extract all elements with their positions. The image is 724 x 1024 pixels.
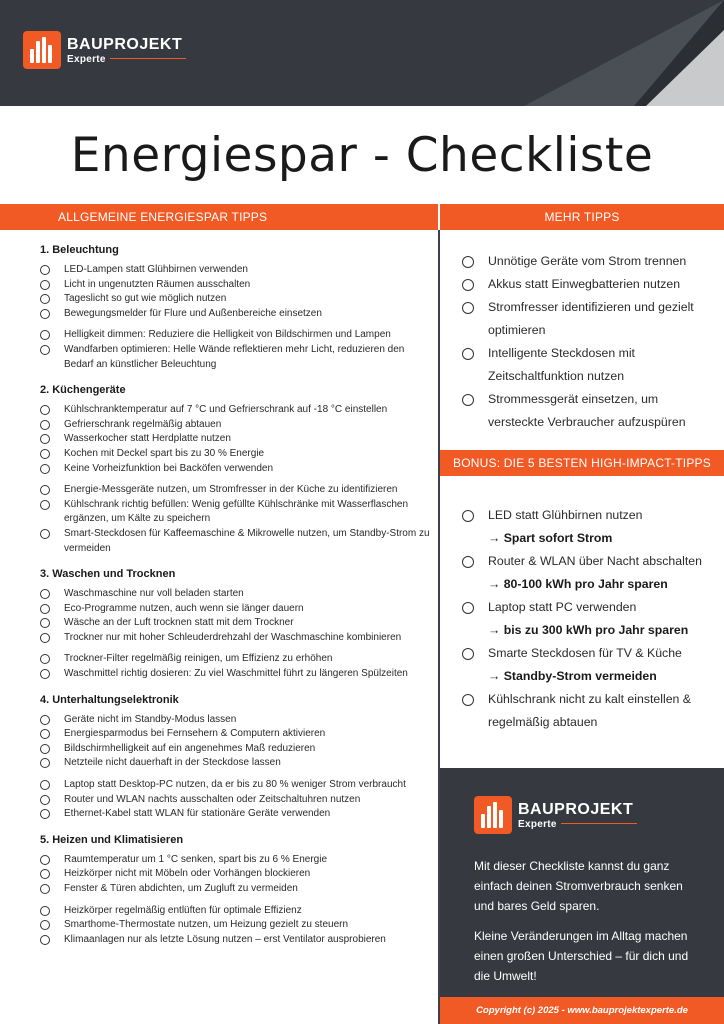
checklist-item[interactable] [40, 343, 432, 372]
more-tip-label: Intelligente Steckdosen mit Zeitschaltfunktion nutzen [488, 346, 635, 383]
checklist-item-label: Tageslicht so gut wie möglich nutzen [64, 293, 227, 305]
checklist-item[interactable] [40, 631, 432, 646]
checklist-item[interactable] [40, 652, 432, 667]
checklist-item-label: Router und WLAN nachts ausschalten oder Zeitschaltuhren nutzen [64, 793, 361, 805]
group-spacer [40, 771, 432, 778]
general-tips-column [40, 244, 432, 959]
bonus-tip-label: Kühlschrank nicht zu kalt einstellen & regelmäßig abtauen [488, 692, 692, 729]
checklist-section [40, 384, 432, 556]
more-tip-label: Unnötige Geräte vom Strom trennen [488, 254, 687, 268]
checklist-item[interactable] [40, 727, 432, 742]
checklist-item-label: Wandfarben optimieren: Helle Wände reflektieren mehr Licht, reduzieren den Bedarf an künstlicher Beleuchtung [64, 343, 405, 370]
checkbox-circle-icon[interactable] [40, 405, 50, 415]
checklist-item[interactable] [40, 933, 432, 948]
checklist-item-label: Klimaanlagen nur als letzte Lösung nutzen – erst Ventilator ausprobieren [64, 933, 386, 945]
checkbox-circle-icon[interactable] [40, 330, 50, 340]
bonus-tip-result: → Spart sofort Strom [488, 531, 613, 545]
info-panel [440, 768, 724, 1024]
bonus-tip-result: → Standby-Strom vermeiden [488, 669, 657, 683]
checklist-item[interactable] [40, 882, 432, 897]
checklist-item-label: Waschmittel richtig dosieren: Zu viel Waschmittel führt zu längeren Spülzeiten [64, 668, 408, 680]
bonus-tip-label: Smarte Steckdosen für TV & Küche [488, 646, 682, 660]
bonus-tip-text [488, 550, 702, 596]
logo-sub: Experte [67, 53, 106, 65]
checkbox-circle-icon[interactable] [40, 654, 50, 664]
checklist-item-label: Heizkörper nicht mit Möbeln oder Vorhängen blockieren [64, 868, 311, 880]
checkbox-circle-icon[interactable] [40, 884, 50, 894]
checklist-item[interactable] [40, 867, 432, 882]
checklist-section [40, 568, 432, 682]
checklist-item-label: Bewegungsmelder für Flure und Außenbereiche einsetzen [64, 307, 322, 319]
checklist-item-label: Laptop statt Desktop-PC nutzen, da er bis zu 80 % weniger Strom verbraucht [64, 779, 406, 791]
checklist-item[interactable] [40, 807, 432, 822]
checklist-item[interactable] [40, 756, 432, 771]
checklist-item[interactable] [40, 667, 432, 682]
checkbox-circle-icon[interactable] [40, 309, 50, 319]
checklist-item[interactable] [40, 483, 432, 498]
section-title: 3. Waschen und Trocknen [40, 568, 176, 581]
section-title: 2. Küchengeräte [40, 384, 126, 397]
group-spacer [40, 645, 432, 652]
bonus-tips-list [462, 504, 712, 734]
checklist-item-label: Eco-Programme nutzen, auch wenn sie länger dauern [64, 602, 304, 614]
checkbox-circle-icon[interactable] [40, 744, 50, 754]
checklist-item[interactable] [40, 602, 432, 617]
checkbox-circle-icon[interactable] [462, 556, 474, 568]
logo [23, 31, 186, 69]
section-title: 4. Unterhaltungselektronik [40, 693, 179, 706]
checkbox-circle-icon[interactable] [40, 604, 50, 614]
checklist-item-label: Kühlschranktemperatur auf 7 °C und Gefrierschrank auf -18 °C einstellen [64, 404, 388, 416]
checklist-item-label: Ethernet-Kabel statt WLAN für stationäre Geräte verwenden [64, 808, 331, 820]
checklist-item-label: Trockner-Filter regelmäßig reinigen, um Effizienz zu erhöhen [64, 653, 333, 665]
panel-text-intro: Mit dieser Checkliste kannst du ganz einfach deinen Stromverbrauch senken und bares Geld sparen. [474, 859, 683, 913]
checkbox-circle-icon[interactable] [40, 345, 50, 355]
checkbox-circle-icon[interactable] [40, 485, 50, 495]
checkbox-circle-icon[interactable] [40, 464, 50, 474]
panel-logo-sub: Experte [518, 818, 557, 830]
checklist-item-label: Netzteile nicht dauerhaft in der Steckdose lassen [64, 757, 281, 769]
checkbox-circle-icon[interactable] [40, 729, 50, 739]
checklist-item-label: Helligkeit dimmen: Reduziere die Helligkeit von Bildschirmen und Lampen [64, 329, 391, 341]
more-tips-list [462, 250, 712, 434]
checklist-item[interactable] [40, 742, 432, 757]
section-title: 1. Beleuchtung [40, 244, 119, 256]
bonus-tip-text [488, 596, 688, 642]
checklist-item[interactable] [40, 462, 432, 477]
checklist-item-label: Keine Vorheizfunktion bei Backöfen verwenden [64, 462, 274, 474]
checklist-item[interactable] [40, 432, 432, 447]
checklist-item[interactable] [40, 328, 432, 343]
checklist-item[interactable] [40, 263, 432, 278]
checkbox-circle-icon[interactable] [462, 279, 474, 291]
checkbox-circle-icon[interactable] [40, 669, 50, 679]
checklist-item-label: Energie-Messgeräte nutzen, um Stromfresser in der Küche zu identifizieren [64, 484, 398, 496]
checklist-item-label: LED-Lampen statt Glühbirnen verwenden [64, 264, 248, 275]
checkbox-circle-icon[interactable] [40, 795, 50, 805]
panel-logo [474, 796, 637, 834]
more-tip-item[interactable] [462, 342, 712, 388]
checkbox-circle-icon[interactable] [462, 694, 474, 706]
bonus-tip-item[interactable] [462, 596, 712, 642]
section-title: 5. Heizen und Klimatisieren [40, 833, 184, 846]
bonus-tip-item[interactable] [462, 642, 712, 688]
checkbox-circle-icon[interactable] [40, 633, 50, 643]
checklist-item[interactable] [40, 447, 432, 462]
section-header-general: ALLGEMEINE ENERGIESPAR TIPPS [0, 204, 438, 230]
checklist-item-label: Energiesparmodus bei Fernsehern & Computern aktivieren [64, 728, 326, 740]
checkbox-circle-icon[interactable] [462, 602, 474, 614]
more-tip-label: Strommessgerät einsetzen, um versteckte Verbraucher aufzuspüren [488, 392, 686, 429]
checklist-item[interactable] [40, 793, 432, 808]
checklist-item[interactable] [40, 527, 432, 556]
checkbox-circle-icon[interactable] [40, 869, 50, 879]
checklist-item[interactable] [40, 307, 432, 322]
checklist-item[interactable] [40, 418, 432, 433]
checklist-item-label: Wasserkocher statt Herdplatte nutzen [64, 433, 231, 445]
checkbox-circle-icon[interactable] [40, 618, 50, 628]
checklist-item[interactable] [40, 853, 432, 868]
panel-logo-brand: BAUPROJEKT [518, 800, 634, 818]
checkbox-circle-icon[interactable] [40, 449, 50, 459]
checklist-item[interactable] [40, 403, 432, 418]
checkbox-circle-icon[interactable] [462, 648, 474, 660]
checklist-item-label: Gefrierschrank regelmäßig abtauen [64, 418, 222, 430]
checkbox-circle-icon[interactable] [40, 434, 50, 444]
checklist-item[interactable] [40, 292, 432, 307]
checklist-item-label: Licht in ungenutzten Räumen ausschalten [64, 278, 251, 290]
more-tip-item[interactable] [462, 388, 712, 434]
checklist-item[interactable] [40, 498, 432, 527]
more-tip-label: Stromfresser identifizieren und gezielt optimieren [488, 300, 694, 337]
checklist-item[interactable] [40, 918, 432, 933]
more-tip-item[interactable] [462, 296, 712, 342]
checklist-item-label: Raumtemperatur um 1 °C senken, spart bis zu 6 % Energie [64, 853, 328, 865]
bonus-tip-label: Router & WLAN über Nacht abschalten [488, 554, 702, 568]
checklist-section [40, 694, 432, 822]
checkbox-circle-icon[interactable] [40, 294, 50, 304]
bonus-tip-text [488, 504, 643, 550]
checklist-item-label: Kühlschrank richtig befüllen: Wenig gefüllte Kühlschränke mit Wasserflaschen ergänzen, um Kälte zu speichern [64, 498, 409, 525]
checklist-item[interactable] [40, 778, 432, 793]
checkbox-circle-icon[interactable] [40, 589, 50, 599]
checklist-item-label: Heizkörper regelmäßig entlüften für optimale Effizienz [64, 904, 302, 916]
checkbox-circle-icon[interactable] [40, 280, 50, 290]
bonus-tip-label: Laptop statt PC verwenden [488, 600, 637, 614]
checklist-item[interactable] [40, 278, 432, 293]
group-spacer [40, 476, 432, 483]
footer-copyright: Copyright (c) 2025 - www.bauprojektexperte.de [440, 997, 724, 1024]
checklist-item-label: Smarthome-Thermostate nutzen, um Heizung gezielt zu steuern [64, 919, 349, 931]
checklist-item[interactable] [40, 587, 432, 602]
checklist-item-label: Trockner nur mit hoher Schleuderdrehzahl der Waschmaschine kombinieren [64, 631, 402, 643]
bonus-tip-text [488, 642, 682, 688]
bonus-tip-label: LED statt Glühbirnen nutzen [488, 508, 643, 522]
panel-text-outro: Kleine Veränderungen im Alltag machen einen großen Unterschied – für dich und die Umwelt! [474, 929, 689, 983]
bonus-tip-result: → bis zu 300 kWh pro Jahr sparen [488, 623, 689, 637]
page-title: Energiespar - Checkliste [70, 128, 654, 183]
checklist-item-label: Waschmaschine nur voll beladen starten [64, 588, 244, 600]
checkbox-circle-icon[interactable] [462, 256, 474, 268]
checkbox-circle-icon[interactable] [40, 758, 50, 768]
checkbox-circle-icon[interactable] [40, 935, 50, 945]
checkbox-circle-icon[interactable] [40, 920, 50, 930]
bonus-tip-result: → 80-100 kWh pro Jahr sparen [488, 577, 668, 591]
checklist-item-label: Geräte nicht im Standby-Modus lassen [64, 713, 237, 725]
group-spacer [40, 897, 432, 904]
checkbox-circle-icon[interactable] [40, 529, 50, 539]
bonus-tip-item[interactable] [462, 550, 712, 596]
checkbox-circle-icon[interactable] [462, 510, 474, 522]
checkbox-circle-icon[interactable] [40, 500, 50, 510]
group-spacer [40, 321, 432, 328]
checkbox-circle-icon[interactable] [462, 302, 474, 314]
logo-building-icon [474, 796, 512, 834]
checklist-item-label: Kochen mit Deckel spart bis zu 30 % Energie [64, 447, 265, 459]
checkbox-circle-icon[interactable] [40, 855, 50, 865]
checklist-section [40, 834, 432, 948]
logo-brand: BAUPROJEKT [67, 35, 183, 53]
more-tip-label: Akkus statt Einwegbatterien nutzen [488, 277, 681, 291]
checkbox-circle-icon[interactable] [462, 348, 474, 360]
logo-building-icon [23, 31, 61, 69]
checklist-item[interactable] [40, 904, 432, 919]
checkbox-circle-icon[interactable] [40, 906, 50, 916]
checkbox-circle-icon[interactable] [40, 265, 50, 275]
more-tip-item[interactable] [462, 273, 712, 296]
checklist-item-label: Fenster & Türen abdichten, um Zugluft zu vermeiden [64, 883, 298, 894]
checklist-item-label: Bildschirmhelligkeit auf ein angenehmes Maß reduzieren [64, 742, 316, 754]
bonus-tip-item[interactable] [462, 688, 712, 734]
checkbox-circle-icon[interactable] [462, 394, 474, 406]
checklist-section [40, 244, 432, 372]
checkbox-circle-icon[interactable] [40, 809, 50, 819]
checklist-item-label: Wäsche an der Luft trocknen statt mit dem Trockner [64, 617, 294, 629]
checkbox-circle-icon[interactable] [40, 780, 50, 790]
checkbox-circle-icon[interactable] [40, 420, 50, 430]
checkbox-circle-icon[interactable] [40, 715, 50, 725]
section-header-bonus: BONUS: DIE 5 BESTEN HIGH-IMPACT-TIPPS [440, 450, 724, 476]
checklist-item[interactable] [40, 616, 432, 631]
bonus-tip-text [488, 688, 712, 734]
checklist-item-label: Smart-Steckdosen für Kaffeemaschine & Mikrowelle nutzen, um Standby-Strom zu vermeiden [64, 527, 430, 554]
checklist-item[interactable] [40, 713, 432, 728]
more-tip-item[interactable] [462, 250, 712, 273]
bonus-tip-item[interactable] [462, 504, 712, 550]
section-header-more: MEHR TIPPS [440, 204, 724, 230]
